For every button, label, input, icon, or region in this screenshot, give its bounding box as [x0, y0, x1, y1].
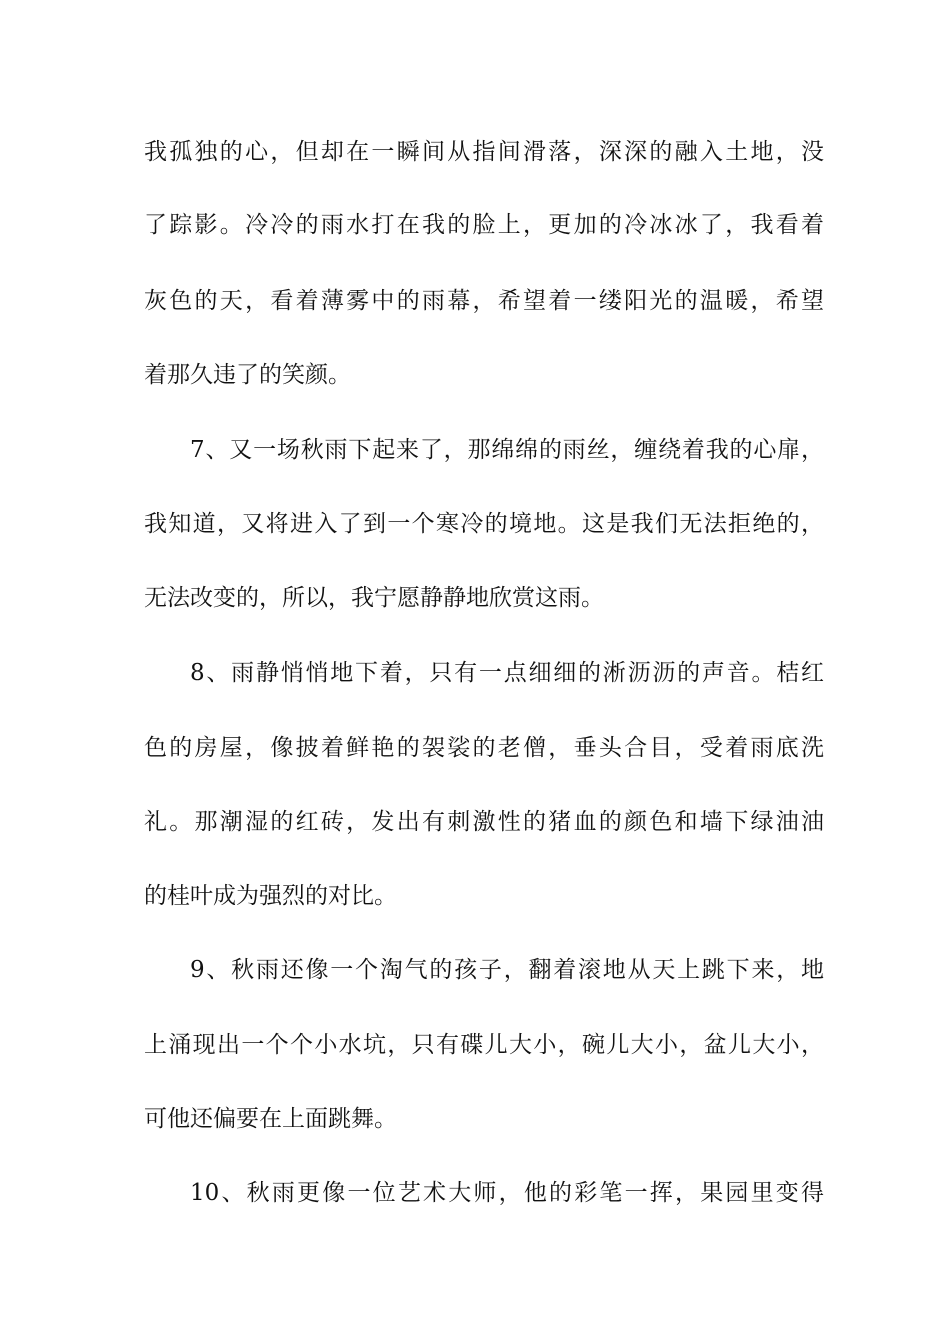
- text-line: 礼。那潮湿的红砖，发出有刺激性的猪血的颜色和墙下绿油油: [144, 809, 824, 835]
- paragraph-8-first-line: 8、雨静悄悄地下着，只有一点细细的淅沥沥的声音。桔红: [190, 660, 824, 686]
- paragraph-9-first-line: 9、秋雨还像一个淘气的孩子，翻着滚地从天上跳下来，地: [190, 957, 824, 983]
- paragraph-10-first-line: 10、秋雨更像一位艺术大师，他的彩笔一挥，果园里变得: [190, 1180, 824, 1206]
- text-line: 着那久违了的笑颜。: [144, 362, 351, 388]
- text-line: 了踪影。冷冷的雨水打在我的脸上，更加的冷冰冰了，我看着: [144, 212, 824, 238]
- text-line: 的桂叶成为强烈的对比。: [144, 883, 397, 909]
- text-line: 无法改变的，所以，我宁愿静静地欣赏这雨。: [144, 585, 604, 611]
- text-line: 我知道，又将进入了到一个寒冷的境地。这是我们无法拒绝的，: [144, 511, 824, 537]
- text-line: 可他还偏要在上面跳舞。: [144, 1106, 397, 1132]
- text-line: 色的房屋，像披着鲜艳的袈裟的老僧，垂头合目，受着雨底洗: [144, 735, 824, 761]
- paragraph-7-first-line: 7、又一场秋雨下起来了，那绵绵的雨丝，缠绕着我的心扉，: [190, 437, 824, 463]
- text-line: 我孤独的心，但却在一瞬间从指间滑落，深深的融入土地，没: [144, 139, 824, 165]
- text-line: 上涌现出一个个小水坑，只有碟儿大小，碗儿大小，盆儿大小，: [144, 1032, 824, 1058]
- text-line: 灰色的天，看着薄雾中的雨幕，希望着一缕阳光的温暖，希望: [144, 288, 824, 314]
